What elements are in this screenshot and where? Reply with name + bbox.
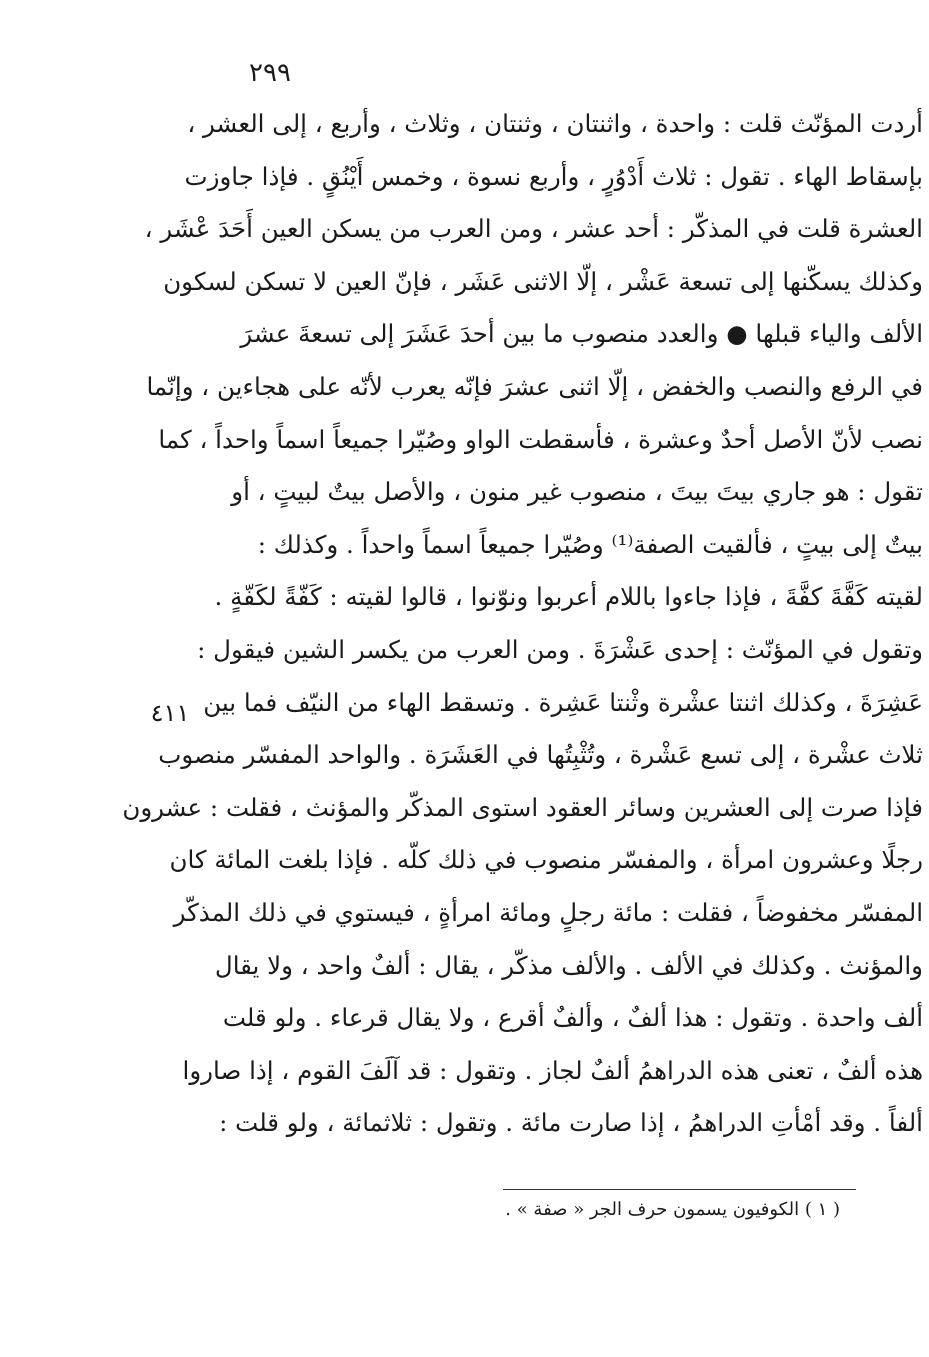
text-line: والمؤنث . وكذلك في الألف . والألف مذكّر ، يقال : ألفٌ واحد ، ولا يقال	[214, 950, 923, 980]
text-line: المفسّر مخفوضاً ، فقلت : مائة رجلٍ ومائة امرأةٍ ، فيستوي في ذلك المذكّر	[173, 897, 923, 927]
text-line: في الرفع والنصب والخفض ، إلّا اثنى عشرَ فإنّه يعرب لأنّه على هجاءين ، وإنّما	[146, 371, 923, 401]
text-line: بيتٌ إلى بيتٍ ، فألقيت الصفة⁽¹⁾ وصُيّرا جميعاً اسماً واحداً . وكذلك :	[257, 529, 923, 559]
text-line: لقيته كَفَّةَ كفَّةَ ، فإذا جاءوا باللام أعربوا ونوّنوا ، قالوا لقيته : كَفّةً لكَفّةٍ .	[214, 582, 923, 612]
margin-reference-number: ٤١١	[150, 699, 190, 727]
text-line: رجلًا وعشرون امرأة ، والمفسّر منصوب في ذلك كلّه . فإذا بلغت المائة كان	[169, 845, 923, 875]
text-line: وتقول في المؤنّث : إحدى عَشْرَةَ . ومن العرب من يكسر الشين فيقول :	[197, 634, 923, 664]
text-line: وكذلك يسكّنها إلى تسعة عَشْر ، إلّا الاثنى عَشَر ، فإنّ العين لا تسكن لسكون	[163, 266, 923, 296]
text-line: ألفاً . وقد أمْأتِ الدراهمُ ، إذا صارت مائة . وتقول : ثلاثمائة ، ولو قلت :	[219, 1108, 923, 1138]
text-line: ألف واحدة . وتقول : هذا ألفٌ ، وألفٌ أقرع ، ولا يقال قرعاء . ولو قلت	[222, 1003, 923, 1033]
text-line: هذه ألفٌ ، تعنى هذه الدراهمُ ألفٌ لجاز . وتقول : قد آلَفَ القوم ، إذا صاروا	[182, 1055, 923, 1085]
text-line: أردت المؤنّث قلت : واحدة ، واثنتان ، وثنتان ، وثلاث ، وأربع ، إلى العشر ،	[187, 109, 923, 138]
page-number: ٢٩٩	[249, 58, 291, 88]
text-line: الألف والياء قبلها ● والعدد منصوب ما بين أحدَ عَشَرَ إلى تسعةَ عشرَ	[240, 319, 923, 349]
footnote: ( ١ ) الكوفيون يسمون حرف الجر « صفة » .	[505, 1199, 840, 1220]
text-line: بإسقاط الهاء . تقول : ثلاث أَدْوُرٍ ، وأربع نسوة ، وخمس أَيْنُقٍ . فإذا جاوزت	[184, 161, 923, 191]
text-line: فإذا صرت إلى العشرين وسائر العقود استوى المذكّر والمؤنث ، فقلت : عشرون	[122, 792, 923, 822]
text-line: ثلاث عشْرة ، إلى تسع عَشْرة ، وتُثْبِتُها في العَشَرَة . والواحد المفسّر منصوب	[158, 740, 923, 770]
text-line: نصب لأنّ الأصل أحدٌ وعشرة ، فأسقطت الواو وصُيّرا جميعاً اسماً واحداً ، كما	[158, 424, 923, 454]
text-line: العشرة قلت في المذكّر : أحد عشر ، ومن العرب من يسكن العين أَحَدَ عْشَر ،	[144, 214, 923, 244]
text-line: عَشِرَةَ ، وكذلك اثنتا عشْرة وثْنتا عَشِرة . وتسقط الهاء من النيّف فما بين	[203, 687, 923, 717]
text-line: تقول : هو جاري بيتَ بيتَ ، منصوب غير منون ، والأصل بيتٌ لبيتٍ ، أو	[231, 477, 923, 507]
footnote-divider	[503, 1189, 856, 1190]
